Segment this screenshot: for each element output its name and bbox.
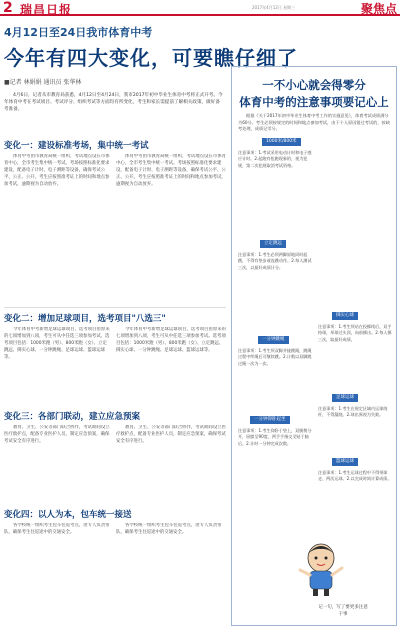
divider <box>4 307 226 308</box>
byline: ■记者 林娟娟 通讯员 张华林 <box>4 79 82 86</box>
note-basketball: 注意事项：1.考生运球过程中不得带球走、两次运球。2.以完成时间计算成绩。 <box>318 470 392 482</box>
note-running: 注意事项：1.考试采用电动计时和电子感应计时。2.起跑有抢跑现象的，视为犯规，第二次犯规取消考试资格。 <box>238 150 312 168</box>
masthead <box>0 0 400 16</box>
tag-basketball: 篮球运球 <box>332 458 358 466</box>
note-rope-skipping: 注意事项：1.考生须双脚并拢跳绳，跳绳过程中绊绳后可继续跳。2.计数以双脚跳过绳一次为一次。 <box>238 348 312 366</box>
sidebar-intro: 根据《关于2017年初中毕业生体育中考工作的实施意见》，体育考试成绩满分为60分。考生必须按规定的时间和地点参加考试，由于个人原因错过考试的，按缺考处理，成绩记零分。 <box>238 113 390 131</box>
date-line: 2017年4月12日 星期三 <box>252 5 296 10</box>
section-heading-4: 变化四：以人为本，包车统一接送 <box>4 510 132 520</box>
tag-rope-skipping: 一分钟跳绳 <box>258 336 289 344</box>
section-heading-2: 变化二：增加足球项目，选考项目"八选三" <box>4 314 166 324</box>
mascot-illustration <box>294 540 348 596</box>
section-body-2a: 今年体育中考新增足球运球项目，选考项目由原来的七项增加到八项，考生可从中任选三项参加考试。选考项目包括：1000米跑（男）、800米跑（女）、立定跳远、掷实心球、一分钟跳绳、足球运球、篮球运球等。 <box>4 327 110 360</box>
section-body-4a: 各学校统一组织考生包车往返考点，由专人负责带队，确保考生往返途中的交通安全。 <box>4 523 110 535</box>
headline-kicker: 4月12日至24日我市体育中考 <box>4 26 153 39</box>
sidebar-title-2: 体育中考的注意事项要记心上 <box>239 95 389 109</box>
section-body-3b: 教育、卫生、公安等部门联合协作，考试期间设立医疗救护点，配备专业医护人员，制定应急预案，确保考试安全有序进行。 <box>116 425 226 444</box>
main-title: 今年有四大变化，可要瞧仔细了 <box>4 46 298 70</box>
section-body-2b: 今年体育中考新增足球运球项目，选考项目由原来的七项增加到八项，考生可从中任选三项参加考试。选考项目包括：1000米跑（男）、800米跑（女）、立定跳远、掷实心球、一分钟跳绳、足球运球、篮球运球等。 <box>116 327 226 353</box>
note-sit-ups: 注意事项：1.考生仰卧于垫上，双腿稍分开，屈膝呈90度，两手手指交叉贴于脑后。2.计时一分钟完成次数。 <box>238 428 312 446</box>
note-football: 注意事项：1.考生在规定区域内运球绕杆，不得漏绕。2.球出界视为失败。 <box>318 406 388 418</box>
tag-running: 1000米/800米 <box>262 138 301 146</box>
page-number: 2 <box>3 0 13 16</box>
tag-sit-ups: 一分钟仰卧起坐 <box>250 416 290 424</box>
section-heading-1: 变化一：建设标准考场，集中统一考试 <box>4 141 149 151</box>
section-heading-3: 变化三：各部门联动，建立应急预案 <box>4 412 141 422</box>
section-body-4b: 各学校统一组织考生包车往返考点，由专人负责带队，确保考生往返途中的交通安全。 <box>116 523 222 535</box>
section-body-1b: 体育中考由市教育局统一组织，考试地点设在市体育中心，全市考生集中统一考试。考场按照标准化要求建设，配备电子计时、电子测距等设备，确保考试公平、公正、公开。考生应按照准考证上的时间和地点参加考试，逾期视为自动放弃。 <box>116 154 226 187</box>
lead-paragraph: 4月6日，记者从市教育局获悉，4月12日至4月24日，我市2017年初中毕业生体育中考将正式开考。今年体育中考在考试项目、考试评分、组织考试等方面均有所变化，考生和家长需提前了解相关政策，做好备考准备。 <box>4 93 223 112</box>
mascot-caption: 记一句，写了要更多注意干事 <box>318 605 368 617</box>
section-body-3a: 教育、卫生、公安等部门联合协作，考试期间设立医疗救护点，配备专业医护人员，制定应急预案，确保考试安全有序进行。 <box>4 425 110 444</box>
tag-long-jump: 立定跳远 <box>260 240 286 248</box>
sidebar-title-1: 一不小心就会得零分 <box>262 78 366 92</box>
tag-football: 足球运球 <box>332 394 358 402</box>
paper-name: 瑞昌日报 <box>20 3 73 17</box>
section-name: 聚焦点 <box>360 2 397 16</box>
note-long-jump: 注意事项：1.考生必须两脚原地同时起跳，不得有垫步或连跳动作。2.每人测试三次，以最好成绩计分。 <box>238 252 312 270</box>
tag-shot-put: 掷实心球 <box>332 312 358 320</box>
section-body-1a: 体育中考由市教育局统一组织，考试地点设在市体育中心，全市考生集中统一考试。考场按照标准化要求建设，配备电子计时、电子测距等设备，确保考试公平、公正、公开。考生应按照准考证上的时间和地点参加考试，逾期视为自动放弃。 <box>4 154 110 187</box>
note-shot-put: 注意事项：1.考生须站在投掷线后，双手持球，举球过头顶，向前掷出。2.每人掷三次，取最好成绩。 <box>318 324 392 342</box>
